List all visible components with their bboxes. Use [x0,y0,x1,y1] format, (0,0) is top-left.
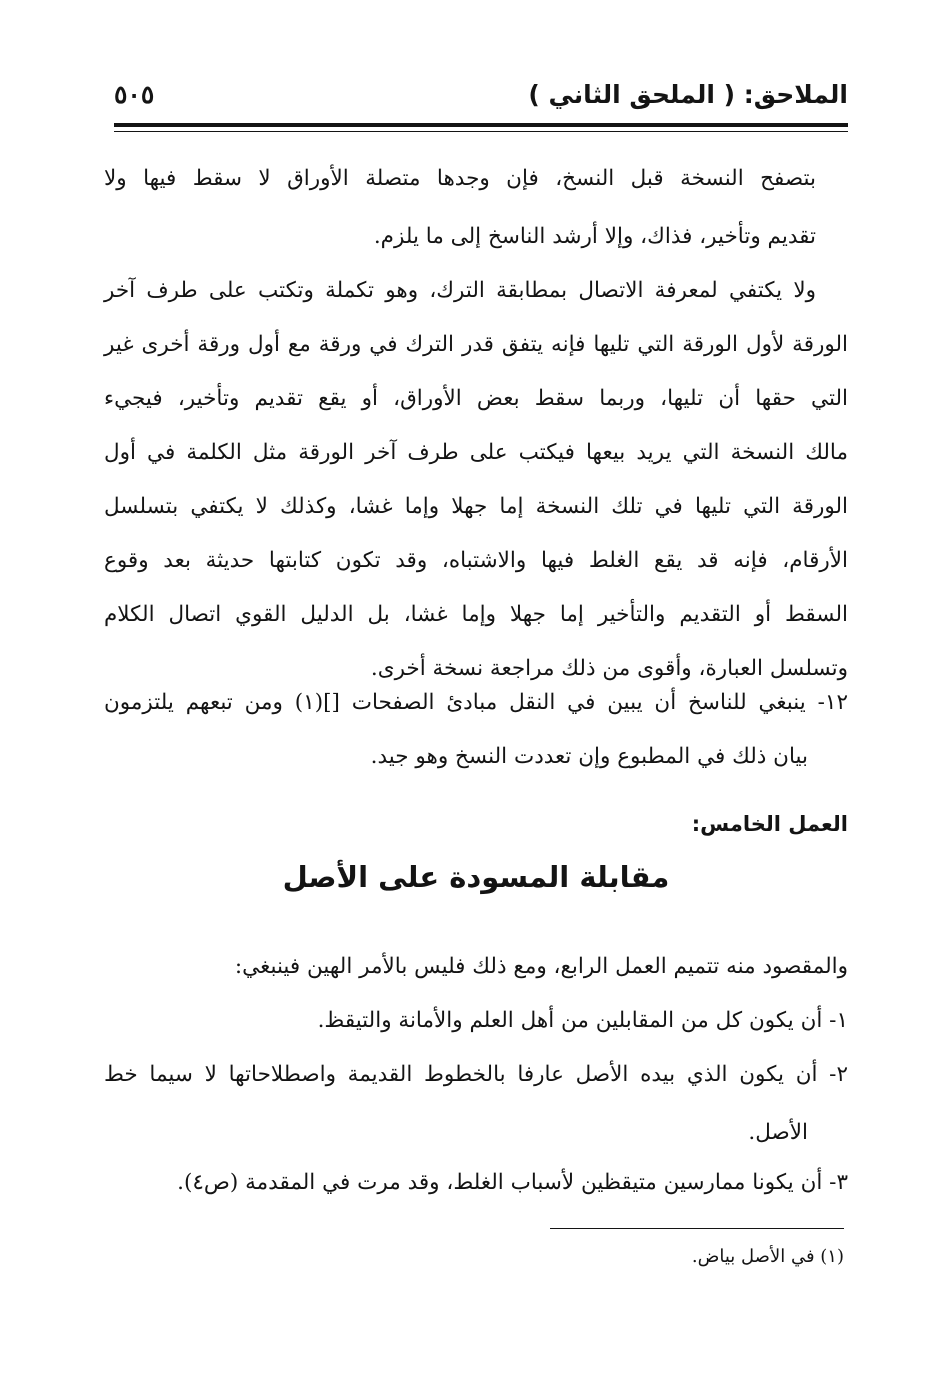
body-line: وتسلسل العبارة، وأقوى من ذلك مراجعة نسخة أخرى. [370,656,848,681]
page-number: ٥٠٥ [114,80,155,109]
list-item-2: ٢- أن يكون الذي بيده الأصل عارفا بالخطوط القديمة واصطلاحاتها لا سيما خط [104,1062,848,1087]
body-line: ولا يكتفي لمعرفة الاتصال بمطابقة الترك، وهو تكملة وتكتب على طرف آخر [104,278,816,303]
header-rule-thick [114,123,848,127]
numbered-item-12-continuation: بيان ذلك في المطبوع وإن تعددت النسخ وهو جيد. [370,744,808,769]
body-line: التي حقها أن تليها، وربما سقط بعض الأوراق، أو يقع تقديم وتأخير، فيجيء [104,386,848,411]
body-line: مالك النسخة التي يريد بيعها فيكتب على طرف آخر الورقة مثل الكلمة في أول [104,440,848,465]
footnote-separator [550,1228,844,1229]
section-heading: مقابلة المسودة على الأصل [282,860,670,894]
running-header-title: الملاحق: ( الملحق الثاني ) [528,80,848,109]
body-line: الأرقام، فإنه قد يقع الغلط فيها والاشتباه، وقد تكون كتابتها حديثة بعد وقوع [104,548,848,573]
body-line: الورقة التي تليها في تلك النسخة إما جهلا وإما غشا، وكذلك لا يكتفي بتسلسل [104,494,848,519]
footnote: (١) في الأصل بياض. [691,1246,844,1267]
list-item-2-continuation: الأصل. [748,1120,808,1145]
body-line: الورقة لأول الورقة التي تليها فإنه يتفق قدر الترك في ورقة مع أول ورقة أخرى غير [104,332,848,357]
list-item-1: ١- أن يكون كل من المقابلين من أهل العلم والأمانة والتيقظ. [317,1008,848,1033]
body-line: تقديم وتأخير، فذاك، وإلا أرشد الناسخ إلى ما يلزم. [373,224,816,249]
section-label: العمل الخامس: [691,812,848,836]
header-rule-thin [114,131,848,132]
body-line: السقط أو التقديم والتأخير إما جهلا وإما غشا، بل الدليل القوي اتصال الكلام [104,602,848,627]
list-item-3: ٣- أن يكونا ممارسين متيقظين لأسباب الغلط، وقد مرت في المقدمة (ص٤). [177,1170,848,1195]
section-intro-line: والمقصود منه تتميم العمل الرابع، ومع ذلك فليس بالأمر الهين فينبغي: [234,954,848,979]
numbered-item-12: ١٢- ينبغي للناسخ أن يبين في النقل مبادئ الصفحات [](١) ومن تبعهم يلتزمون [104,690,848,715]
body-line: بتصفح النسخة قبل النسخ، فإن وجدها متصلة الأوراق لا سقط فيها ولا [104,166,816,191]
